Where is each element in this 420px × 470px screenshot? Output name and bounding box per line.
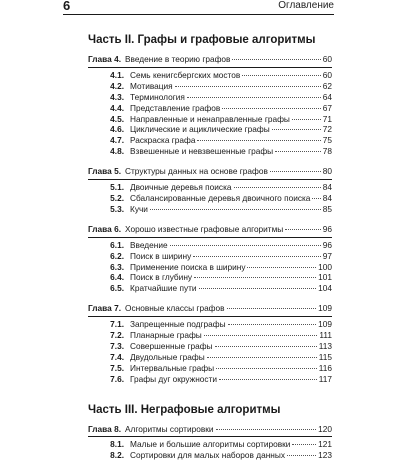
section-page: 100 [318, 261, 332, 272]
section-number: 4.4. [110, 102, 124, 113]
section-row [88, 272, 332, 283]
section-title: Совершенные графы [130, 340, 213, 351]
section-number: 6.4. [110, 272, 124, 283]
dot-leader [219, 379, 317, 380]
section-number: 8.1. [110, 439, 124, 450]
dot-leader [150, 209, 321, 210]
dot-leader [170, 245, 321, 246]
section-number: 7.1. [110, 319, 124, 330]
chapter-title: Алгоритмы сортировки [125, 423, 214, 434]
section-number: 6.5. [110, 283, 124, 294]
dot-leader [228, 324, 317, 325]
chapter-rule [88, 436, 332, 437]
chapter-label: Глава 8. [88, 423, 122, 434]
dot-leader [242, 75, 320, 76]
section-number: 5.1. [110, 182, 124, 193]
section-title: Поиск в ширину [130, 250, 192, 261]
dot-leader [215, 346, 317, 347]
section-row [88, 330, 332, 341]
page-header [63, 0, 334, 14]
dot-leader [272, 129, 321, 130]
dot-leader [175, 86, 321, 87]
dot-leader [285, 229, 320, 230]
section-title: Двудольные графы [130, 351, 205, 362]
section-title: Кучи [130, 203, 148, 214]
section-title: Терминология [130, 91, 185, 102]
section-number: 4.3. [110, 91, 124, 102]
section-title: Поиск в глубину [130, 272, 193, 283]
part-title: Часть III. Неграфовые алгоритмы [88, 403, 281, 416]
section-title: Кратчайшие пути [130, 283, 197, 294]
chapter-page: 80 [322, 166, 332, 177]
section-page: 84 [322, 182, 332, 193]
section-row [88, 352, 332, 363]
chapter-page: 120 [318, 423, 332, 434]
dot-leader [204, 335, 318, 336]
section-page: 117 [318, 373, 332, 384]
section-title: Сортировки для малых наборов данных [130, 450, 285, 461]
section-row [88, 70, 332, 81]
section-number: 7.2. [110, 330, 124, 341]
section-page: 84 [322, 192, 332, 203]
section-title: Графы дуг окружности [130, 373, 218, 384]
chapter-entry [88, 303, 332, 384]
chapter-entry [88, 166, 332, 215]
section-page: 96 [322, 239, 332, 250]
dot-leader [275, 151, 321, 152]
section-title: Запрещенные подграфы [130, 319, 226, 330]
section-number: 5.3. [110, 203, 124, 214]
section-row [88, 439, 332, 450]
part-title: Часть II. Графы и графовые алгоритмы [88, 34, 316, 46]
dot-leader [222, 108, 321, 109]
section-number: 7.4. [110, 351, 124, 362]
chapter-page: 96 [322, 223, 332, 234]
chapter-rule [88, 237, 332, 238]
section-row [88, 182, 332, 193]
section-row [88, 103, 332, 114]
dot-leader [193, 256, 320, 257]
section-page: 116 [318, 362, 332, 373]
section-row [88, 204, 332, 215]
dot-leader [234, 187, 321, 188]
section-row [88, 262, 332, 273]
section-number: 7.3. [110, 340, 124, 351]
chapter-row [88, 166, 332, 177]
dot-leader [216, 368, 317, 369]
section-page: 101 [318, 272, 332, 283]
section-page: 75 [322, 135, 332, 146]
section-row [88, 363, 332, 374]
dot-leader [270, 171, 321, 172]
section-page: 97 [322, 250, 332, 261]
dot-leader [312, 198, 320, 199]
section-page: 111 [319, 330, 332, 341]
section-title: Двоичные деревья поиска [130, 182, 232, 193]
section-row [88, 124, 332, 135]
section-page: 123 [318, 450, 332, 461]
chapter-label: Глава 7. [88, 303, 122, 314]
section-title: Раскраска графа [130, 135, 196, 146]
section-title: Малые и большие алгоритмы сортировки [130, 439, 291, 450]
section-row [88, 283, 332, 294]
dot-leader [187, 97, 321, 98]
dot-leader [232, 59, 320, 60]
dot-leader [292, 119, 321, 120]
dot-leader [194, 277, 316, 278]
chapter-entry [88, 224, 332, 294]
section-page: 115 [318, 351, 332, 362]
section-number: 4.6. [110, 124, 124, 135]
section-row [88, 114, 332, 125]
section-title: Применение поиска в ширину [130, 261, 246, 272]
section-row [88, 146, 332, 157]
chapter-row [88, 54, 332, 65]
section-page: 62 [322, 80, 332, 91]
chapter-rule [88, 316, 332, 317]
chapter-title: Основные классы графов [125, 303, 225, 314]
section-row [88, 374, 332, 385]
chapter-label: Глава 6. [88, 223, 122, 234]
section-title: Мотивация [130, 80, 173, 91]
section-page: 85 [322, 203, 332, 214]
page-number: 6 [63, 0, 71, 13]
chapter-rule [88, 67, 332, 68]
section-number: 4.5. [110, 113, 124, 124]
section-number: 4.8. [110, 146, 124, 157]
section-title: Представление графов [130, 102, 221, 113]
section-number: 6.1. [110, 239, 124, 250]
dot-leader [216, 429, 317, 430]
section-page: 104 [318, 283, 332, 294]
section-row [88, 251, 332, 262]
dot-leader [247, 267, 316, 268]
section-title: Планарные графы [130, 330, 202, 341]
section-number: 6.2. [110, 250, 124, 261]
dot-leader [227, 308, 317, 309]
section-row [88, 193, 332, 204]
chapter-row [88, 224, 332, 235]
chapter-title: Введение в теорию графов [125, 54, 231, 64]
chapter-page: 109 [318, 303, 332, 314]
chapter-entry [88, 424, 332, 462]
dot-leader [197, 140, 320, 141]
section-row [88, 450, 332, 461]
dot-leader [207, 357, 317, 358]
section-title: Взвешенные и невзвешенные графы [130, 146, 274, 157]
section-title: Интервальные графы [130, 362, 215, 373]
section-page: 121 [318, 439, 332, 450]
section-row [88, 81, 332, 92]
section-row [88, 319, 332, 330]
section-title: Семь кенигсбергских мостов [130, 69, 241, 80]
dot-leader [287, 455, 316, 456]
chapter-label: Глава 4. [88, 54, 122, 64]
chapter-title: Хорошо известные графовые алгоритмы [125, 223, 284, 234]
section-number: 4.7. [110, 135, 124, 146]
section-row [88, 341, 332, 352]
section-title: Циклические и ациклические графы [130, 124, 270, 135]
chapter-row [88, 424, 332, 435]
table-of-contents [88, 33, 332, 470]
chapter-title: Структуры данных на основе графов [125, 166, 268, 177]
running-head: Оглавление [278, 0, 334, 11]
section-number: 7.5. [110, 362, 124, 373]
chapter-entry [88, 54, 332, 157]
section-row [88, 135, 332, 146]
dot-leader [199, 288, 317, 289]
chapter-row [88, 303, 332, 314]
header-rule [63, 14, 334, 15]
section-row [88, 92, 332, 103]
section-title: Введение [130, 239, 168, 250]
chapter-label: Глава 5. [88, 166, 122, 177]
section-page: 109 [318, 319, 332, 330]
section-title: Сбалансированные деревья двоичного поиска [130, 192, 311, 203]
section-page: 72 [322, 124, 332, 135]
section-number: 4.2. [110, 80, 124, 91]
section-number: 8.2. [110, 450, 124, 461]
section-row [88, 240, 332, 251]
section-page: 113 [318, 340, 332, 351]
section-page: 60 [322, 69, 332, 80]
chapter-rule [88, 179, 332, 180]
section-number: 5.2. [110, 192, 124, 203]
section-page: 67 [322, 102, 332, 113]
section-page: 71 [322, 113, 332, 124]
section-page: 78 [322, 146, 332, 157]
chapter-page: 60 [322, 54, 332, 64]
section-number: 7.6. [110, 373, 124, 384]
section-page: 64 [322, 91, 332, 102]
dot-leader [292, 444, 316, 445]
section-number: 6.3. [110, 261, 124, 272]
section-number: 4.1. [110, 69, 124, 80]
section-title: Направленные и ненаправленные графы [130, 113, 290, 124]
